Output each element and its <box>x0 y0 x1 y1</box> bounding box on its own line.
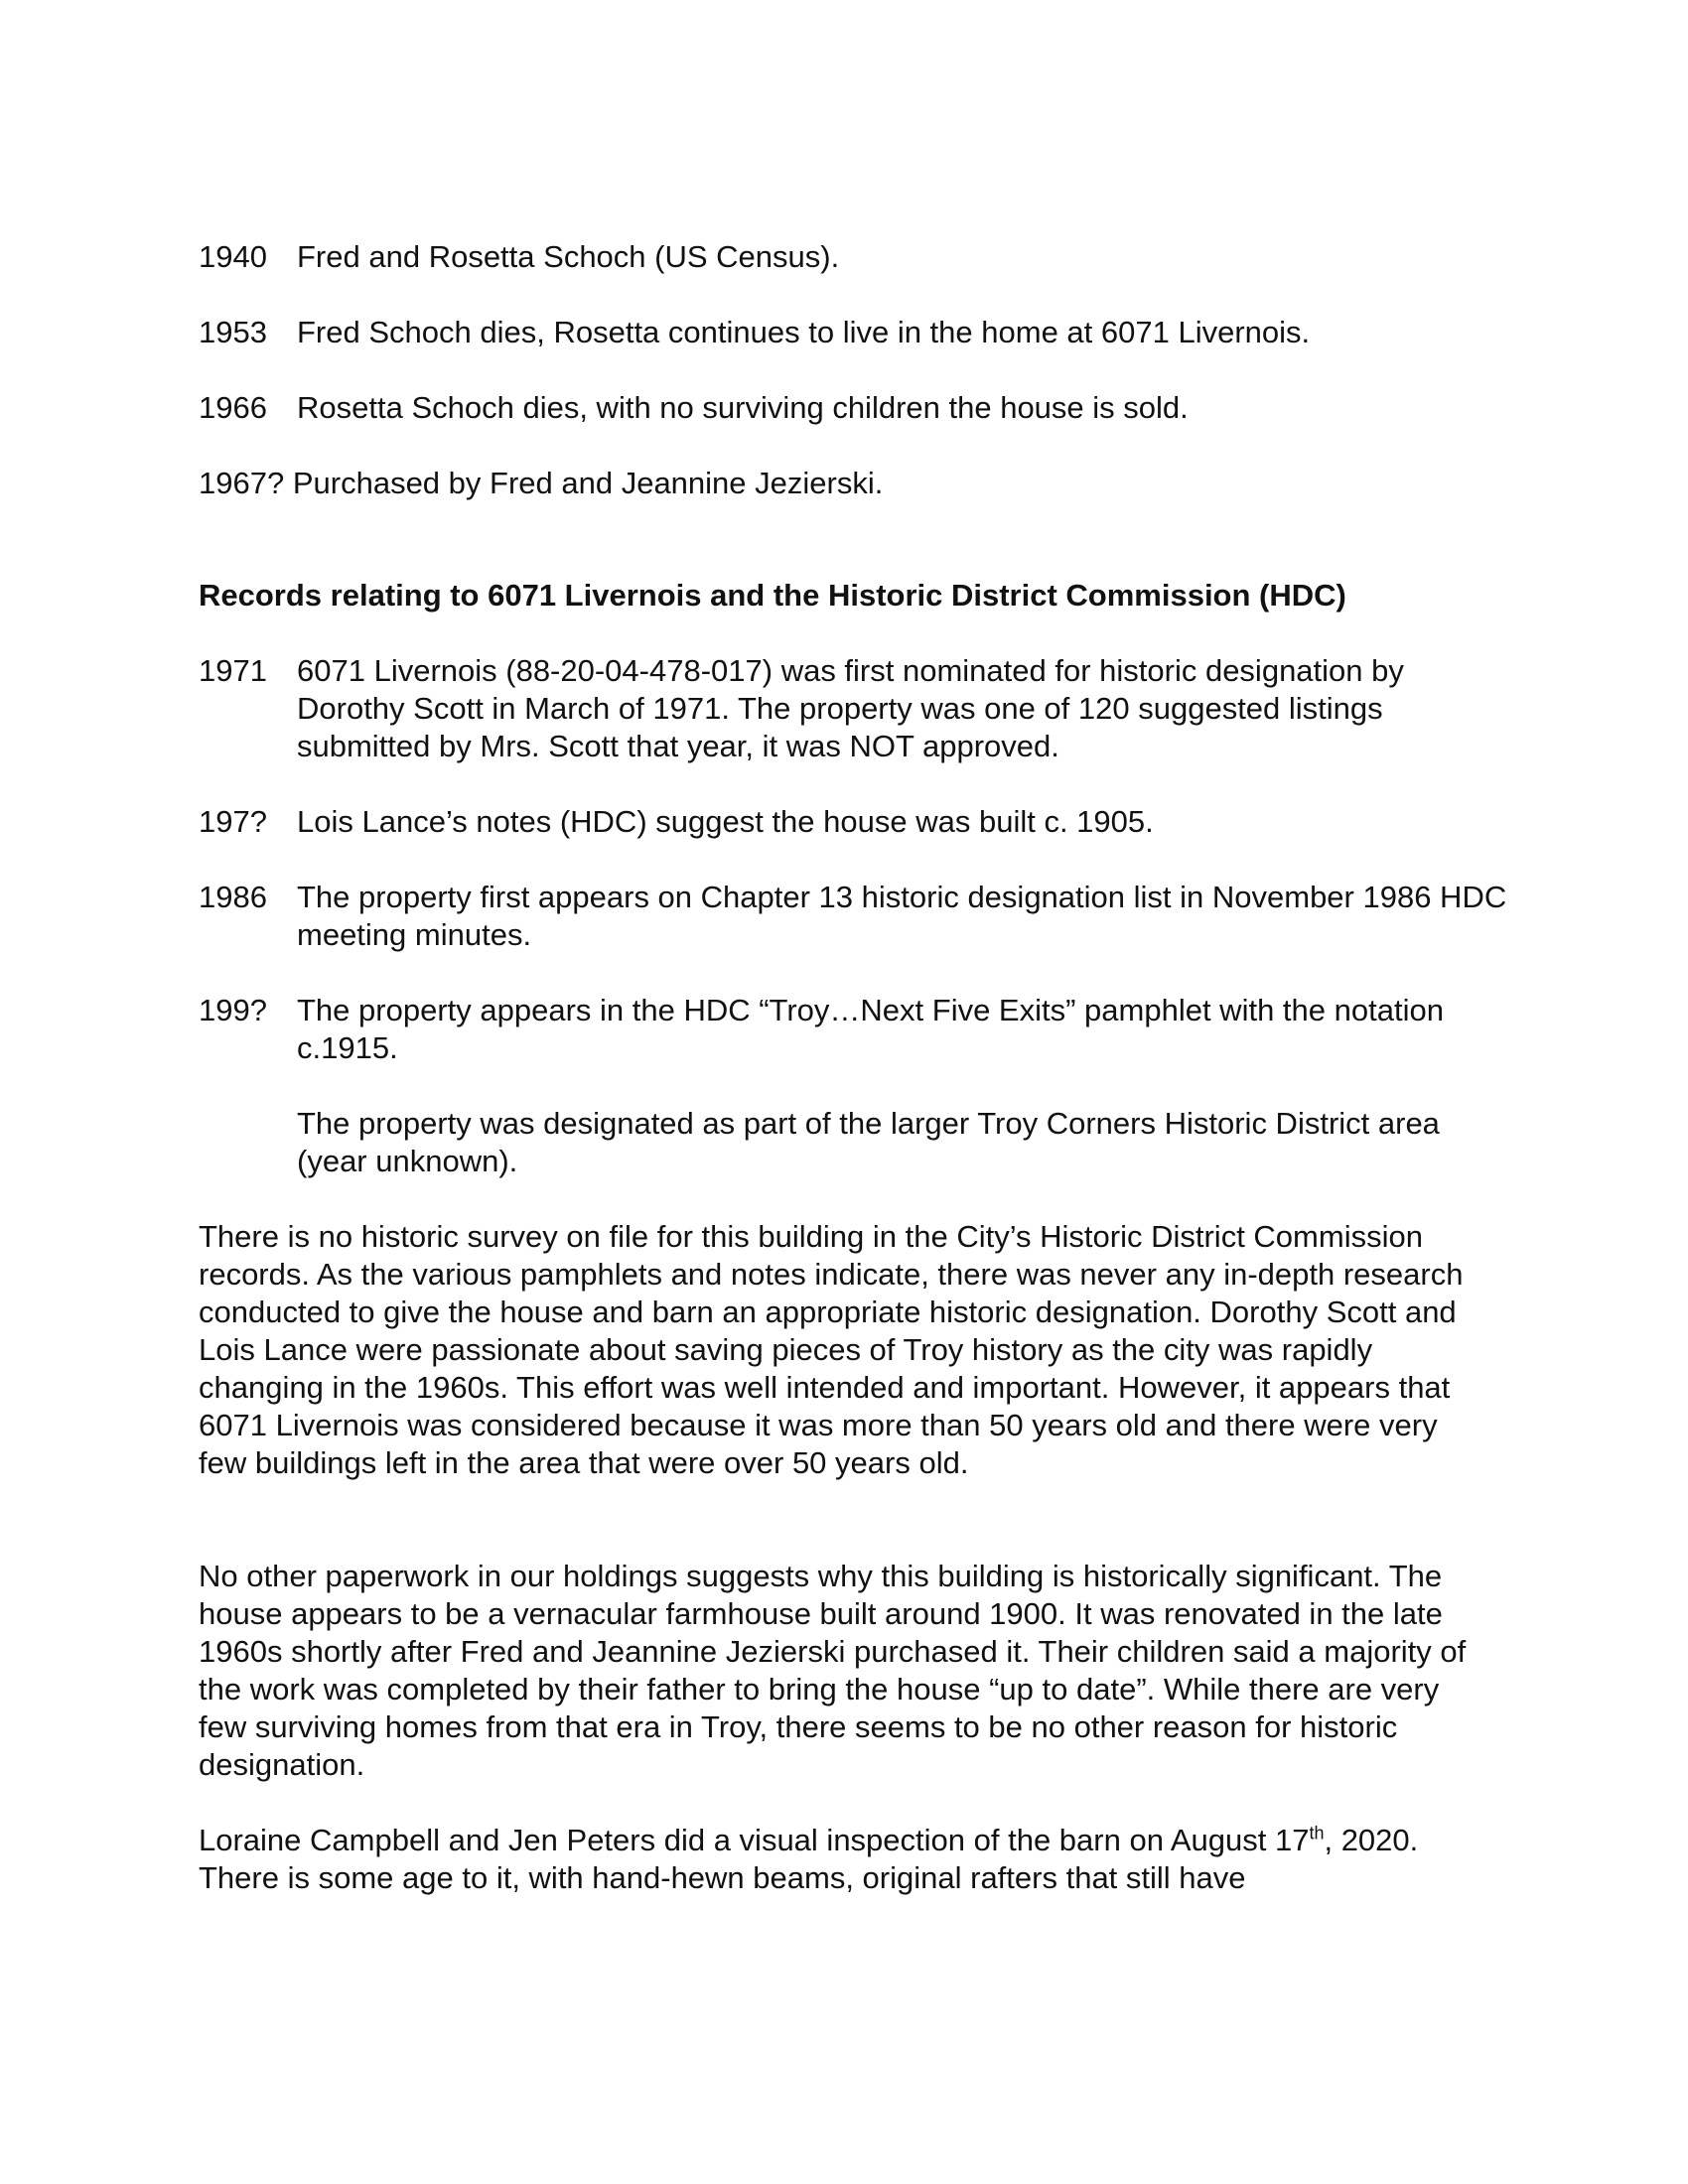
records-note: The property was designated as part of the larger Troy Corners Historic District area (year unknown). <box>297 1106 1440 1178</box>
record-entry-1971 <box>199 652 1509 765</box>
timeline-year: 1967? <box>199 466 285 500</box>
record-entry-197x <box>199 803 1509 841</box>
record-entry-1986 <box>199 879 1509 954</box>
timeline-text: Purchased by Fred and Jeannine Jezierski. <box>292 466 884 500</box>
final-paragraph-text-cont: , 2020. There is some age to it, with hand-hewn beams, original rafters that still have <box>199 1823 1419 1895</box>
record-entry-199x <box>199 992 1509 1067</box>
timeline-year: 1953 <box>199 315 267 349</box>
timeline-year: 1966 <box>199 390 267 425</box>
timeline-entry-1966 <box>199 389 1509 427</box>
record-year: 1986 <box>199 880 267 914</box>
timeline-entry-1953 <box>199 314 1509 351</box>
record-text: The property appears in the HDC “Troy…Next Five Exits” pamphlet with the notation c.1915. <box>297 993 1444 1065</box>
body-paragraph: No other paperwork in our holdings suggests why this building is historically significant. The house appears to be a vernacular farmhouse built around 1900. It was renovated in the late 1960s shortly after Fred and Jeannine Jezierski purchased it. Their children said a majority of the work was completed by their father to bring the house “up to date”. While there are very few surviving homes from that era in Troy, there seems to be no other reason for historic designation. <box>199 1559 1467 1782</box>
timeline-entry-1967 <box>199 465 1509 502</box>
final-paragraph-text: Loraine Campbell and Jen Peters did a visual inspection of the barn on August 17 <box>199 1823 1310 1857</box>
body-paragraph: There is no historic survey on file for this building in the City’s Historic District Commission records. As the various pamphlets and notes indicate, there was never any in-depth research conducted to give the house and barn an appropriate historic designation. Dorothy Scott and Lois Lance were passionate about saving pieces of Troy history as the city was rapidly changing in the 1960s. This effort was well intended and important. However, it appears that 6071 Livernois was considered because it was more than 50 years old and there were very few buildings left in the area that were over 50 years old. <box>199 1219 1464 1480</box>
record-year: 199? <box>199 993 267 1027</box>
section-heading: Records relating to 6071 Livernois and the Historic District Commission (HDC) <box>199 578 1346 613</box>
timeline-text: Rosetta Schoch dies, with no surviving children the house is sold. <box>297 390 1189 425</box>
timeline-text: Fred and Rosetta Schoch (US Census). <box>297 239 840 274</box>
record-text: The property first appears on Chapter 13 historic designation list in November 1986 HDC meeting minutes. <box>297 880 1507 952</box>
ordinal-suffix: th <box>1309 1823 1325 1843</box>
record-text: Lois Lance’s notes (HDC) suggest the house was built c. 1905. <box>297 804 1154 839</box>
timeline-year: 1940 <box>199 239 267 274</box>
record-text: 6071 Livernois (88-20-04-478-017) was first nominated for historic designation by Dorothy Scott in March of 1971. The property was one of 120 suggested listings submitted by Mrs. Scott that year, it was NOT approved. <box>297 653 1404 763</box>
timeline-entry-1940 <box>199 238 1509 276</box>
record-year: 197? <box>199 804 267 839</box>
body-paragraph-final <box>199 1822 1489 1897</box>
record-year: 1971 <box>199 653 267 688</box>
timeline-text: Fred Schoch dies, Rosetta continues to live in the home at 6071 Livernois. <box>297 315 1311 349</box>
